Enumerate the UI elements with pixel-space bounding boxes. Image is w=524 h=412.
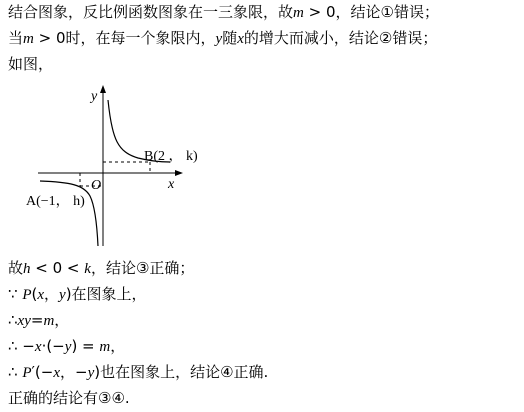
line-5-text-c: ，: [44, 285, 60, 303]
line-2-text-b: > 0时，在每一个象限内，: [33, 29, 216, 47]
line-8-text-b: ′(−: [31, 363, 54, 381]
line-4-text-b: < 0 <: [30, 259, 85, 277]
line-6-text-c: ，: [54, 311, 70, 329]
var-xy: xy: [17, 313, 31, 329]
var-p: P: [22, 287, 32, 303]
var-m: m: [293, 5, 304, 21]
var-m: m: [23, 31, 34, 47]
var-p: P: [22, 365, 32, 381]
line-4-text-c: ，结论③正确；: [90, 259, 195, 277]
line-8: [8, 362, 268, 383]
line-5: [8, 284, 147, 305]
line-6-text-a: ∴: [8, 311, 18, 329]
curve-branch-q3: [40, 181, 98, 246]
line-7-text-d: ，: [110, 337, 126, 355]
line-2-text-a: 当: [8, 29, 24, 47]
var-x: x: [237, 31, 244, 47]
var-x: x: [34, 339, 42, 355]
line-7: [8, 336, 125, 357]
var-h: h: [23, 261, 31, 277]
line-4: [8, 258, 194, 279]
var-x: x: [53, 365, 60, 381]
line-3-text: 如图，: [8, 55, 54, 73]
line-6-text-b: =: [30, 311, 44, 329]
line-8-text-d: )也在图象上，结论④正确.: [94, 363, 269, 381]
line-7-text-c: ) =: [71, 337, 100, 355]
y-axis-label: y: [91, 89, 98, 104]
line-7-text-b: ·(−: [41, 337, 65, 355]
point-a-label: A(−1， h): [26, 194, 85, 209]
line-5-text-d: )在图象上，: [65, 285, 147, 303]
point-b-label: B(2 ， k): [144, 149, 198, 164]
line-2-text-c: 随: [222, 29, 238, 47]
var-y: y: [59, 287, 66, 303]
line-1-text-a: 结合图象，反比例函数图象在一三象限，故: [8, 3, 294, 21]
var-y: y: [87, 365, 95, 381]
line-5-text-a: ∵: [8, 285, 23, 303]
line-8-text-c: ，−: [59, 363, 88, 381]
line-1-text-b: > 0，结论①错误；: [303, 3, 439, 21]
var-m: m: [43, 313, 55, 329]
line-9: [8, 388, 130, 408]
line-5-text-b: (: [31, 285, 38, 303]
line-6: [8, 310, 69, 331]
origin-label: O: [91, 178, 102, 193]
line-9-text: 正确的结论有③④.: [8, 389, 130, 407]
x-axis-arrow: [175, 170, 183, 176]
var-y: y: [64, 339, 72, 355]
line-8-text-a: ∴: [8, 363, 23, 381]
line-7-text-a: ∴ −: [8, 337, 35, 355]
y-axis-arrow: [100, 85, 106, 93]
var-m: m: [99, 339, 111, 355]
x-axis-label: x: [168, 177, 175, 192]
var-k: k: [84, 261, 91, 277]
line-2-text-d: 的增大而减小，结论②错误；: [243, 29, 438, 47]
var-x: x: [37, 287, 45, 303]
line-4-text-a: 故: [8, 259, 24, 277]
var-y: y: [215, 31, 223, 47]
